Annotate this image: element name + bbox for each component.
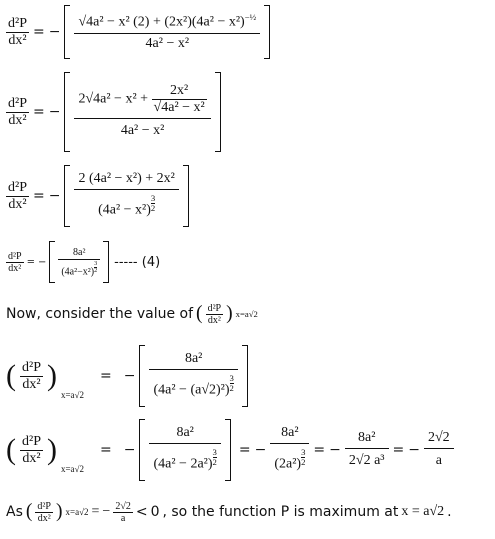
minus-sign: − bbox=[48, 188, 61, 204]
minus-sign: − bbox=[329, 442, 341, 458]
second-derivative-fraction: $\frac{\text{d²P}}{\text{dx²}}$ bbox=[22, 433, 41, 466]
equals-sign: = bbox=[100, 368, 112, 384]
minus-sign: − bbox=[408, 442, 420, 458]
fraction-step-1: 8a² (4a² − 2a²) $\frac{3}{2}$ bbox=[149, 423, 220, 477]
bracket-right bbox=[242, 345, 248, 407]
second-derivative-fraction: $\frac{\text{d²P}}{\text{dx²}}$ bbox=[207, 302, 222, 326]
exponent-three-halves: $\frac{3}{2}$ bbox=[229, 373, 234, 393]
exponent-three-halves: $\frac{3}{2}$ bbox=[150, 193, 156, 213]
text-line-consider: Now, consider the value of ( $\frac{\text{d²P}}{\text{dx²}}$ ) x=a√2 bbox=[6, 302, 258, 326]
bracket-right bbox=[225, 419, 231, 481]
exponent-three-halves: $\frac{3}{2}$ bbox=[212, 447, 217, 467]
equals-sign: = bbox=[26, 256, 35, 268]
fraction-step-4: $\frac{2√2}{a}$ bbox=[424, 428, 454, 473]
equation-line-1 bbox=[6, 4, 270, 60]
bracket-right bbox=[215, 72, 221, 152]
bracket-right bbox=[183, 165, 189, 227]
bracket-left bbox=[49, 241, 55, 283]
bracket-left bbox=[64, 165, 70, 227]
minus-sign: − bbox=[123, 442, 136, 458]
minus-sign: − bbox=[123, 368, 136, 384]
main-fraction: 8a² (4a²−x²) $\frac{3}{2}$ bbox=[58, 246, 100, 278]
equals-sign: = bbox=[392, 442, 405, 458]
equation-line-7: ( $\frac{\text{d²P}}{\text{dx²}}$ ) x=a√2 = − 8a² (4a² − 2a²) $\frac{3}{2}$ = − 8a² (2a²) $\frac{3}{2}$ = − $\frac{\text{8a²}}{\text{2√2 a³}}$ = − $\frac{2√2}{a}$ bbox=[6, 418, 454, 482]
consider-text: Now, consider the value of bbox=[6, 306, 194, 322]
equation-line-3 bbox=[6, 164, 189, 228]
bracket-left bbox=[139, 345, 145, 407]
second-derivative-fraction: $\frac{\text{d²P}}{\text{dx²}}$ bbox=[8, 95, 27, 128]
conclusion-text: , so the function P is maximum at bbox=[162, 504, 399, 520]
bracket-left bbox=[139, 419, 145, 481]
bracket-left bbox=[64, 72, 70, 152]
conclusion-line: As ( $\frac{\text{d²P}}{\text{dx²}}$ ) x=a√2 = − $\frac{2√2}{a}$ < 0 , so the function P is maximum at x = a√2 . bbox=[6, 500, 452, 524]
bracket-right bbox=[264, 5, 270, 59]
main-fraction: 8a² (4a² − (a√2)²) $\frac{3}{2}$ bbox=[149, 349, 237, 403]
equals-sign: = bbox=[238, 442, 251, 458]
equals-sign: = bbox=[313, 442, 326, 458]
minus-sign: − bbox=[102, 504, 111, 519]
as-text: As bbox=[6, 504, 23, 520]
equation-label: ----- (4) bbox=[114, 254, 161, 270]
minus-sign: − bbox=[37, 256, 47, 268]
minus-sign: − bbox=[48, 24, 61, 40]
bracket-left bbox=[64, 5, 70, 59]
second-derivative-fraction: $\frac{\text{d²P}}{\text{dx²}}$ bbox=[8, 15, 27, 48]
equation-line-6: ( $\frac{\text{d²P}}{\text{dx²}}$ ) x=a√2 = − 8a² (4a² − (a√2)²) $\frac{3}{2}$ bbox=[6, 344, 248, 408]
evaluation-subscript: x=a√2 bbox=[60, 390, 84, 400]
equation-line-2 bbox=[6, 72, 221, 152]
equation-line-4 bbox=[6, 240, 160, 284]
minus-sign: − bbox=[48, 104, 61, 120]
equals-sign: = bbox=[100, 442, 112, 458]
exponent-three-halves: $\frac{3}{2}$ bbox=[94, 259, 98, 275]
equals-sign: = bbox=[32, 188, 45, 204]
equals-sign: = bbox=[32, 24, 45, 40]
equals-sign: = bbox=[91, 504, 100, 519]
main-fraction: $\frac{√4a^2 - x^2 (2) + (2x^2)(4a^2 - x^2)^{-\frac{1}{2}}}{\text{4a² − x²}}$ bbox=[74, 10, 260, 54]
bracket-right bbox=[103, 241, 109, 283]
fraction-step-2: 8a² (2a²) $\frac{3}{2}$ bbox=[270, 423, 309, 477]
second-derivative-fraction: $\frac{\text{d²P}}{\text{dx²}}$ bbox=[8, 250, 22, 274]
less-than-sign: < bbox=[135, 504, 148, 520]
second-derivative-fraction: $\frac{\text{d²P}}{\text{dx²}}$ bbox=[22, 359, 41, 392]
evaluation-subscript: x=a√2 bbox=[235, 309, 258, 319]
value-fraction: $\frac{2√2}{a}$ bbox=[115, 500, 131, 524]
evaluation-subscript: x=a√2 bbox=[60, 464, 84, 474]
main-fraction: 2 (4a² − x²) + 2x² (4a² − x²) $\frac{3}{2}$ bbox=[74, 169, 178, 223]
maximum-condition: x = a√2 bbox=[401, 504, 445, 519]
equals-sign: = bbox=[32, 104, 45, 120]
second-derivative-fraction: $\frac{\text{d²P}}{\text{dx²}}$ bbox=[8, 179, 27, 212]
main-fraction: 2√4a² − x² + $\frac{\text{2x²}}{\text{√4a² − x²}}$ 4a² − x² bbox=[74, 81, 210, 143]
evaluation-subscript: x=a√2 bbox=[65, 507, 89, 517]
fraction-step-3: $\frac{\text{8a²}}{\text{2√2 a³}}$ bbox=[345, 428, 389, 473]
exponent-three-halves: $\frac{3}{2}$ bbox=[301, 447, 306, 467]
second-derivative-fraction: $\frac{\text{d²P}}{\text{dx²}}$ bbox=[37, 500, 51, 524]
inner-fraction: $\frac{\text{2x²}}{\text{√4a² − x²}}$ bbox=[153, 83, 205, 115]
minus-sign: − bbox=[254, 442, 267, 458]
zero-value: 0 bbox=[150, 504, 160, 520]
